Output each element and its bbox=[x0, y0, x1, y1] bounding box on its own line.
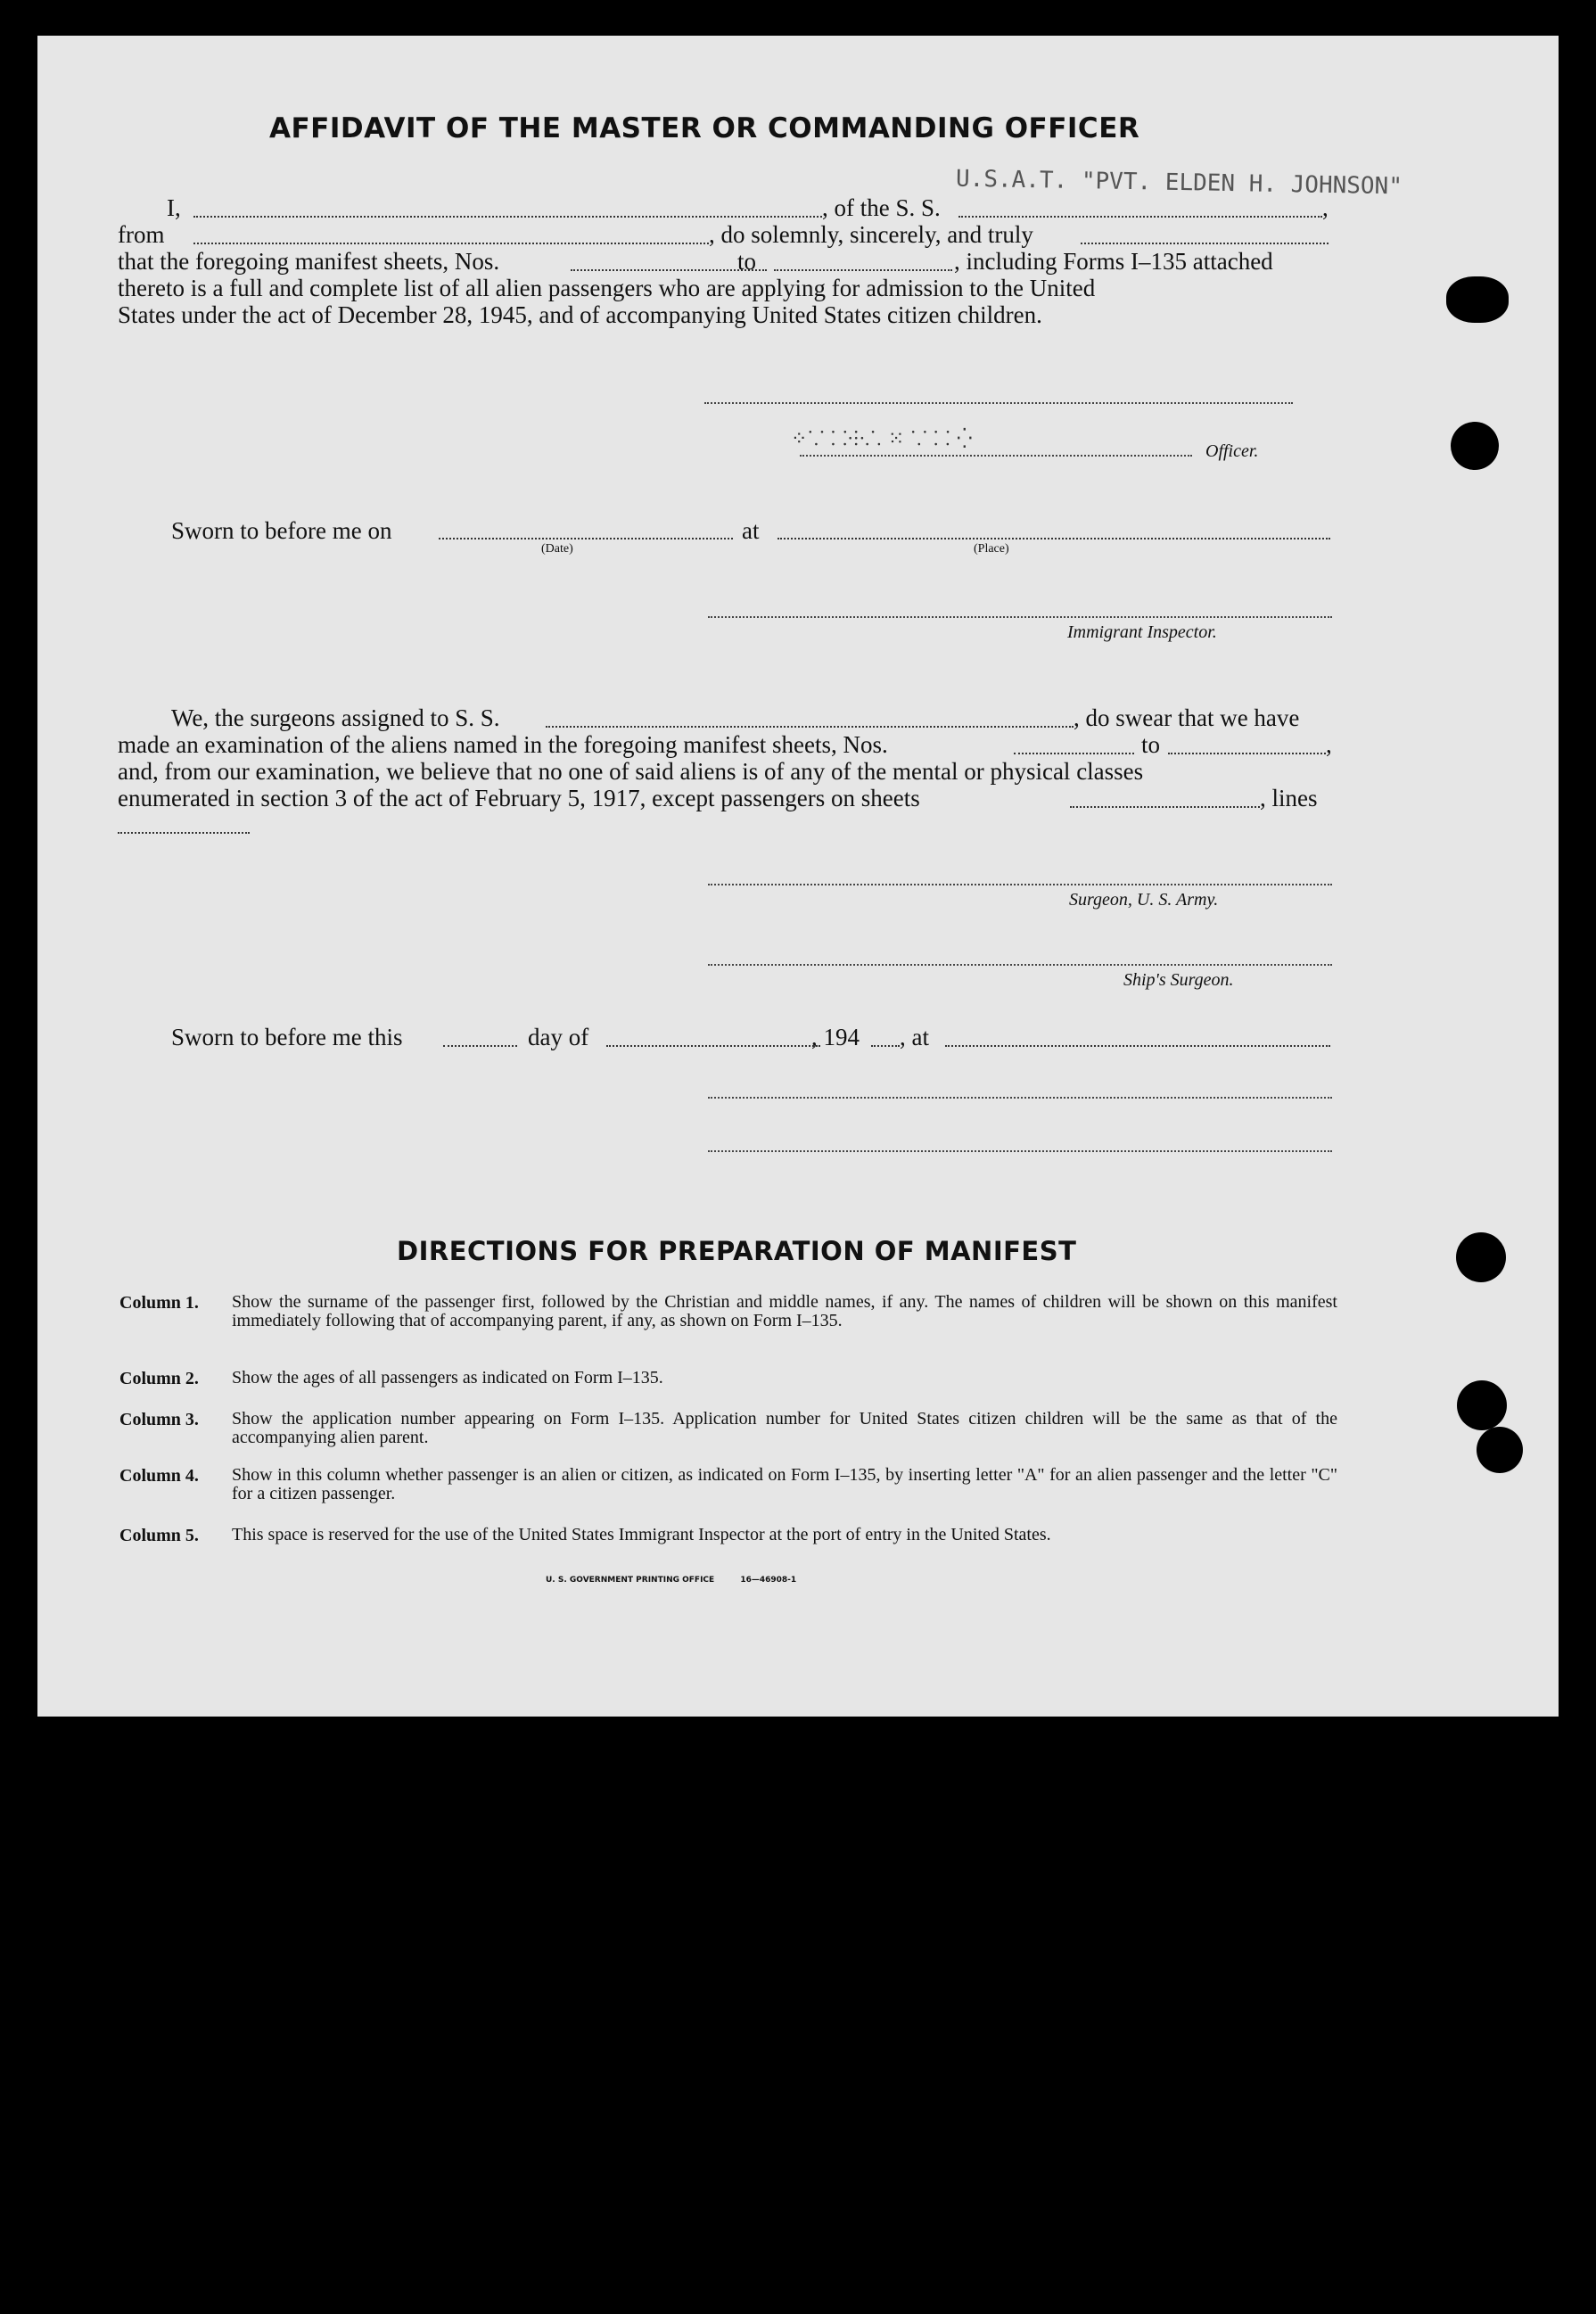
punch-hole bbox=[1451, 422, 1499, 470]
surgeons-line4-a: enumerated in section 3 of the act of February 5, 1917, except passengers on sheets bbox=[118, 785, 920, 811]
except-sheets-field[interactable] bbox=[1070, 806, 1260, 808]
sworn2-day-of: day of bbox=[528, 1024, 589, 1050]
inspector-caption: Immigrant Inspector. bbox=[1067, 622, 1217, 642]
sworn2-place-field[interactable] bbox=[945, 1045, 1330, 1047]
sworn1-place-field[interactable] bbox=[777, 538, 1330, 539]
affidavit-line4: thereto is a full and complete list of all alien passengers who are applying for admission to the United bbox=[118, 275, 1096, 301]
column-4-text: Show in this column whether passenger is an alien or citizen, as indicated on Form I–135, by inserting letter "A" for an alien passenger and the letter "C" for a citizen passenger. bbox=[232, 1465, 1337, 1503]
surgeons-line2-a: made an examination of the aliens named in the foregoing manifest sheets, Nos. bbox=[118, 731, 888, 758]
affidavit-line2-a: from bbox=[118, 221, 165, 248]
sworn2-signature-line-2[interactable] bbox=[708, 1150, 1332, 1152]
directions-title: DIRECTIONS FOR PREPARATION OF MANIFEST bbox=[397, 1236, 1077, 1266]
affidavit-line1-a: I, bbox=[167, 194, 181, 221]
column-5-label: Column 5. bbox=[119, 1526, 199, 1545]
officer-signature-mark: ⁘⸪ ⸬⸭⸫ ⁙ ⸪ ⸬ ⁛ bbox=[791, 427, 974, 449]
affidavit-line1-c: , bbox=[1322, 194, 1329, 221]
column-1-label: Column 1. bbox=[119, 1293, 199, 1313]
affidavit-line2-b: , do solemnly, sincerely, and truly bbox=[709, 221, 1033, 248]
column-2-text: Show the ages of all passengers as indicated on Form I–135. bbox=[232, 1368, 663, 1388]
army-surgeon-caption: Surgeon, U. S. Army. bbox=[1069, 890, 1219, 910]
surgeons-ship-field[interactable] bbox=[546, 726, 1074, 728]
army-surgeon-signature-line[interactable] bbox=[708, 884, 1332, 885]
column-2-label: Column 2. bbox=[119, 1369, 199, 1388]
sworn2-at: , at bbox=[900, 1024, 929, 1050]
punch-hole bbox=[1446, 276, 1509, 323]
surgeons-line3: and, from our examination, we believe that no one of said aliens is of any of the mental or physical classes bbox=[118, 758, 1144, 785]
ship-surgeon-caption: Ship's Surgeon. bbox=[1123, 970, 1234, 990]
surgeons-line2-c: , bbox=[1326, 731, 1332, 758]
sworn2-year-field[interactable] bbox=[871, 1045, 900, 1047]
form-sheet bbox=[37, 36, 1559, 1717]
sworn1-at: at bbox=[742, 517, 760, 544]
surgeons-line2-b: to bbox=[1141, 731, 1161, 758]
sworn1-date-field[interactable] bbox=[439, 538, 733, 539]
from-port-field[interactable] bbox=[193, 243, 709, 244]
surgeons-line1-b: , do swear that we have bbox=[1074, 704, 1300, 731]
punch-hole bbox=[1456, 1232, 1506, 1282]
lines-field[interactable] bbox=[118, 832, 250, 834]
surgeons-line4-b: , lines bbox=[1260, 785, 1318, 811]
officer-name-line[interactable] bbox=[800, 455, 1192, 457]
surgeons-line1-a: We, the surgeons assigned to S. S. bbox=[171, 704, 500, 731]
sworn1-prefix: Sworn to before me on bbox=[171, 517, 392, 544]
printer-name: U. S. GOVERNMENT PRINTING OFFICE bbox=[546, 1576, 715, 1585]
form-code: 16—46908-1 bbox=[740, 1576, 797, 1585]
affidavit-line1-b: , of the S. S. bbox=[822, 194, 941, 221]
ship-name-field[interactable] bbox=[958, 216, 1322, 218]
ship-stamp: U.S.A.T. "PVT. ELDEN H. JOHNSON" bbox=[955, 165, 1403, 201]
column-3-text: Show the application number appearing on Form I–135. Application number for United States citizen children will be the same as that of the accompanying alien parent. bbox=[232, 1409, 1337, 1447]
truly-field[interactable] bbox=[1081, 243, 1329, 244]
surgeons-sheets-to-field[interactable] bbox=[1168, 753, 1326, 754]
sworn2-day-field[interactable] bbox=[443, 1045, 517, 1047]
sworn2-prefix: Sworn to before me this bbox=[171, 1024, 403, 1050]
column-5-text: This space is reserved for the use of the United States Immigrant Inspector at the port of entry in the United States. bbox=[232, 1525, 1051, 1544]
surgeons-sheets-from-field[interactable] bbox=[1014, 753, 1134, 754]
printer-imprint bbox=[546, 1576, 796, 1585]
affidavit-line3-a: that the foregoing manifest sheets, Nos. bbox=[118, 248, 500, 275]
affidavit-line3-c: , including Forms I–135 attached bbox=[954, 248, 1273, 275]
affidavit-line5: States under the act of December 28, 1945, and of accompanying United States citizen children. bbox=[118, 301, 1042, 328]
sworn2-year: , 194 bbox=[811, 1024, 860, 1050]
column-4-label: Column 4. bbox=[119, 1466, 199, 1486]
inspector-signature-line[interactable] bbox=[708, 616, 1332, 618]
punch-hole bbox=[1477, 1427, 1523, 1473]
officer-caption: Officer. bbox=[1205, 441, 1259, 461]
sworn2-signature-line-1[interactable] bbox=[708, 1097, 1332, 1099]
column-3-label: Column 3. bbox=[119, 1410, 199, 1429]
sworn2-month-field[interactable] bbox=[606, 1045, 820, 1047]
ship-surgeon-signature-line[interactable] bbox=[708, 964, 1332, 966]
punch-hole bbox=[1457, 1380, 1507, 1430]
officer-signature-line[interactable] bbox=[704, 402, 1293, 404]
affidavit-line3-b: to bbox=[737, 248, 757, 275]
sheets-to-field[interactable] bbox=[774, 269, 952, 271]
affidavit-title: AFFIDAVIT OF THE MASTER OR COMMANDING OFFICER bbox=[269, 112, 1140, 144]
column-1-text: Show the surname of the passenger first, followed by the Christian and middle names, if any. The names of children will be shown on this manifest immediately following that of accompanying parent, if any, as shown on Form I–135. bbox=[232, 1292, 1337, 1330]
date-caption: (Date) bbox=[541, 542, 573, 556]
master-name-field[interactable] bbox=[193, 216, 822, 218]
place-caption: (Place) bbox=[974, 542, 1009, 556]
